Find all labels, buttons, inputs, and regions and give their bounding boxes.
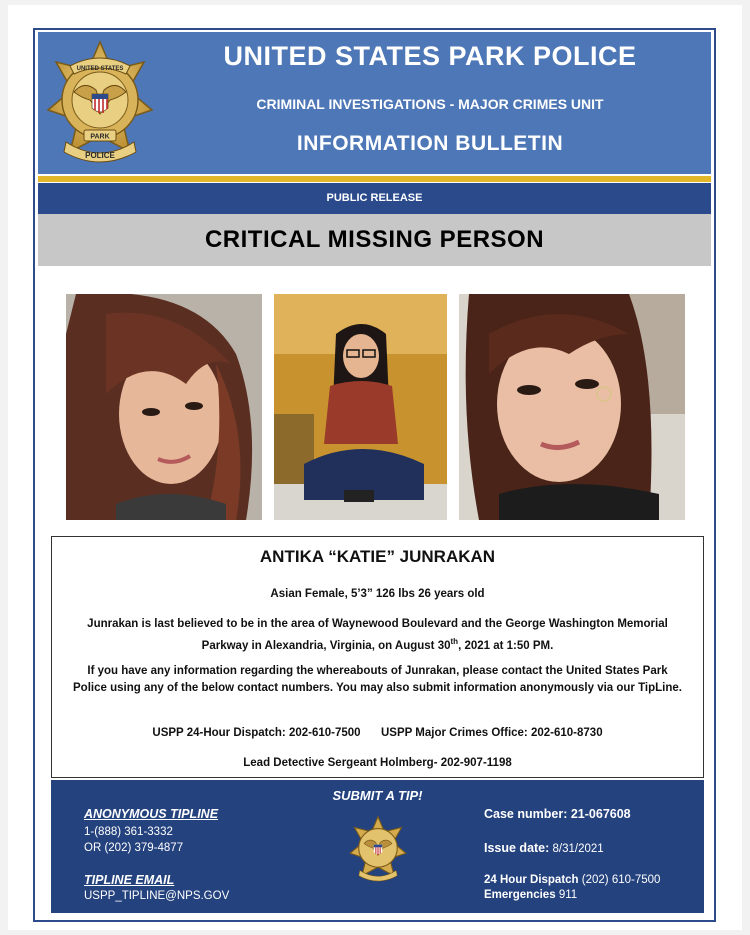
seal-bottom-text: POLICE bbox=[85, 151, 115, 160]
footer-dispatch-label: 24 Hour Dispatch bbox=[484, 874, 579, 886]
last-seen-time: , 2021 at 1:50 PM. bbox=[458, 639, 554, 652]
last-seen-ordinal: th bbox=[450, 637, 459, 646]
emergencies-number[interactable]: 911 bbox=[558, 889, 578, 901]
agency-title: UNITED STATES PARK POLICE bbox=[223, 41, 637, 71]
anonymous-tipline-phone-1[interactable]: 1-(888) 361-3332 bbox=[84, 826, 173, 838]
footer-dispatch-number[interactable]: (202) 610-7500 bbox=[581, 874, 661, 886]
tipline-email-heading: TIPLINE EMAIL bbox=[84, 873, 175, 887]
major-crimes-number[interactable]: 202-610-8730 bbox=[530, 727, 603, 739]
case-number bbox=[484, 807, 631, 821]
dispatch-label: USPP 24-Hour Dispatch: bbox=[152, 727, 286, 739]
tipline-email-link[interactable]: USPP_TIPLINE@NPS.GOV bbox=[84, 890, 230, 902]
critical-missing-person-heading: CRITICAL MISSING PERSON bbox=[38, 214, 711, 266]
small-park-police-seal-icon bbox=[348, 815, 408, 885]
lead-detective-label: Lead Detective Sergeant Holmberg- bbox=[243, 757, 438, 769]
seal-top-text: UNITED STATES bbox=[76, 66, 124, 72]
public-release-label: PUBLIC RELEASE bbox=[38, 183, 711, 214]
lead-detective-line bbox=[52, 757, 703, 769]
gold-divider bbox=[38, 176, 711, 182]
bulletin-title: INFORMATION BULLETIN bbox=[296, 132, 564, 155]
unit-subtitle: CRIMINAL INVESTIGATIONS - MAJOR CRIMES UNIT bbox=[256, 96, 604, 112]
missing-person-photo-3 bbox=[459, 294, 685, 520]
major-crimes-label: USPP Major Crimes Office: bbox=[380, 727, 528, 739]
issue-date-value: 8/31/2021 bbox=[552, 843, 604, 855]
person-description: Asian Female, 5’3” 126 lbs 26 years old bbox=[270, 588, 485, 600]
tip-footer bbox=[51, 780, 704, 913]
park-police-seal-icon bbox=[44, 40, 156, 168]
footer-dispatch bbox=[484, 874, 660, 886]
lead-detective-number[interactable]: 202-907-1198 bbox=[440, 757, 512, 769]
phone-numbers-line bbox=[52, 727, 703, 739]
missing-person-photo-1 bbox=[66, 294, 262, 520]
case-number-label: Case number: bbox=[484, 807, 568, 821]
emergencies-label: Emergencies bbox=[484, 889, 556, 901]
seal-mid-text: PARK bbox=[90, 133, 110, 141]
dispatch-number[interactable]: 202-610-7500 bbox=[288, 727, 361, 739]
anonymous-tipline-heading: ANONYMOUS TIPLINE bbox=[84, 807, 219, 821]
issue-date bbox=[484, 841, 604, 855]
missing-person-details bbox=[51, 536, 704, 778]
last-seen-text: Junrakan is last believed to be in the area of Waynewood Boulevard and the George Washington Memorial Parkway in Alexandria, Virginia, on August 30 bbox=[87, 618, 668, 652]
missing-person-photo-2 bbox=[274, 294, 447, 520]
submit-tip-heading: SUBMIT A TIP! bbox=[332, 788, 423, 803]
anonymous-tipline-phone-2[interactable]: OR (202) 379-4877 bbox=[84, 842, 184, 854]
last-seen-paragraph bbox=[70, 616, 685, 655]
footer-emergencies bbox=[484, 889, 577, 901]
case-number-value: 21-067608 bbox=[570, 807, 631, 821]
person-name: ANTIKA “KATIE” JUNRAKAN bbox=[259, 547, 496, 566]
issue-date-label: Issue date: bbox=[484, 841, 550, 855]
contact-paragraph: If you have any information regarding the whereabouts of Junrakan, please contact the United States Park Police using any of the below contact numbers. You may also submit information anonymously via our TipLine. bbox=[73, 665, 682, 694]
